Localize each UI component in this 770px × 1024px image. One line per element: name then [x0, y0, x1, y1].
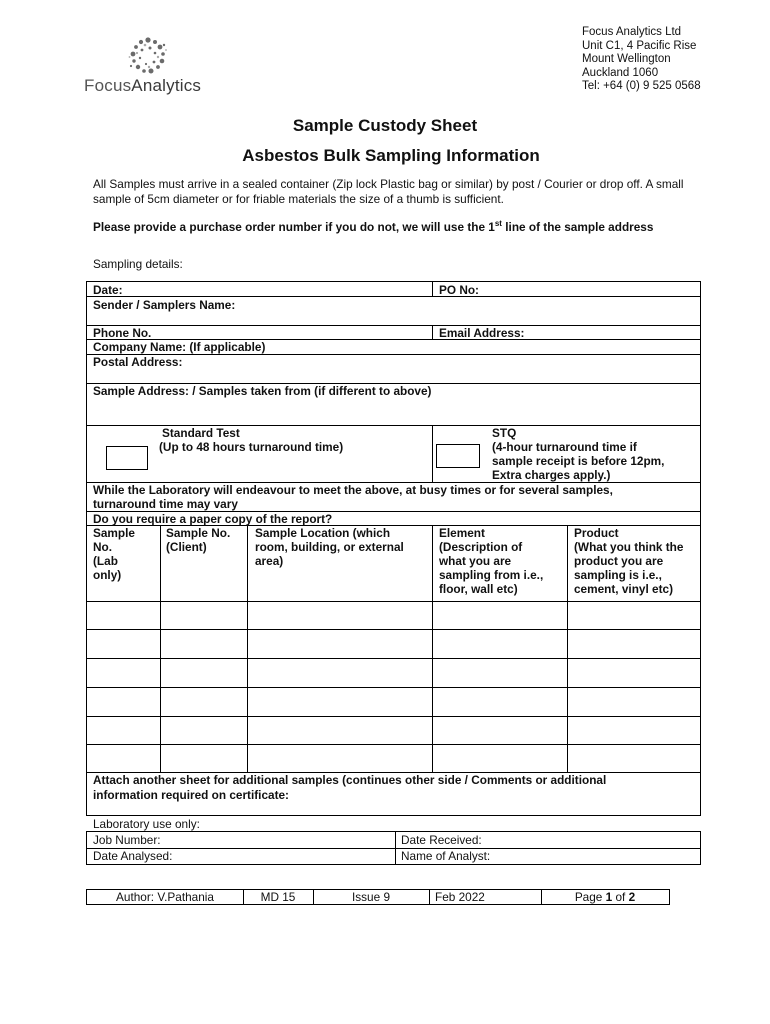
column-header-sample-lab: Sample No. (Lab only)	[93, 526, 135, 582]
footer-author: Author: V.Pathania	[116, 890, 214, 904]
email-field[interactable]: Email Address:	[439, 326, 525, 340]
sender-name-field[interactable]: Sender / Samplers Name:	[93, 298, 236, 312]
stq-checkbox[interactable]	[436, 444, 480, 468]
document-footer	[86, 889, 670, 905]
stq-note-line: Extra charges apply.)	[492, 468, 611, 482]
footer-doc-code: MD 15	[260, 890, 296, 904]
sample-address-field[interactable]: Sample Address: / Samples taken from (if different to above)	[93, 384, 432, 398]
company-name-field[interactable]: Company Name: (If applicable)	[93, 340, 266, 354]
company-logo-icon	[128, 36, 168, 76]
standard-test-label: Standard Test	[162, 426, 240, 440]
postal-address-field[interactable]: Postal Address:	[93, 355, 183, 369]
address-line: Focus Analytics Ltd	[582, 26, 682, 38]
company-logo-text: FocusAnalytics	[84, 76, 202, 95]
column-header-element: Element (Description of what you are sampling from i.e., floor, wall etc)	[439, 526, 544, 596]
attach-sheet-note: Attach another sheet for additional samples (continues other side / Comments or additional	[93, 773, 607, 787]
company-address	[582, 26, 701, 94]
sample-rows[interactable]	[87, 602, 700, 772]
job-number-field[interactable]: Job Number:	[93, 833, 161, 847]
stq-label: STQ	[492, 426, 517, 440]
column-header-sample-location: Sample Location (which room, building, or external area)	[255, 526, 404, 568]
paper-copy-question[interactable]: Do you require a paper copy of the report?	[93, 512, 333, 526]
column-header-sample-client: Sample No. (Client)	[166, 526, 231, 554]
endeavour-note: While the Laboratory will endeavour to meet the above, at busy times or for several samples,	[93, 483, 613, 497]
footer-page-number: Page 1 of 2	[574, 890, 636, 904]
standard-test-note: (Up to 48 hours turnaround time)	[159, 440, 344, 454]
sampling-form	[86, 281, 701, 816]
attach-sheet-note[interactable]: information required on certificate:	[93, 788, 289, 802]
sampling-details-label: Sampling details:	[93, 257, 183, 271]
footer-issue: Issue 9	[351, 890, 391, 904]
lab-use-label: Laboratory use only:	[93, 817, 200, 831]
lab-use-table	[86, 831, 701, 865]
date-analysed-field[interactable]: Date Analysed:	[93, 849, 173, 863]
footer-date: Feb 2022	[435, 890, 485, 904]
stq-note-line: (4-hour turnaround time if	[492, 440, 637, 454]
date-received-field[interactable]: Date Received:	[401, 833, 482, 847]
page-title: Sample Custody Sheet	[292, 116, 478, 135]
address-line: Auckland 1060	[582, 66, 659, 79]
intro-text: All Samples must arrive in a sealed container (Zip lock Plastic bag or similar) by post / Courier or drop off. A small sample of 5cm diameter or for friable materials the size of a thumb is sufficient.	[93, 177, 684, 206]
po-note: Please provide a purchase order number if you do not, we will use the 1st line of the sample address	[93, 219, 654, 234]
po-number-field[interactable]: PO No:	[439, 283, 479, 297]
analyst-name-field[interactable]: Name of Analyst:	[401, 849, 491, 863]
date-field[interactable]: Date:	[93, 283, 123, 297]
endeavour-note: turnaround time may vary	[93, 497, 238, 511]
phone-field[interactable]: Phone No.	[93, 326, 152, 340]
stq-note-line: sample receipt is before 12pm,	[492, 454, 665, 468]
address-line: Mount Wellington	[582, 53, 671, 66]
address-line: Unit C1, 4 Pacific Rise	[582, 39, 697, 52]
address-line: Tel: +64 (0) 9 525 0568	[582, 80, 701, 93]
page-subtitle: Asbestos Bulk Sampling Information	[242, 146, 540, 165]
standard-test-checkbox[interactable]	[106, 446, 148, 470]
column-header-product: Product (What you think the product you are sampling is i.e., cement, vinyl etc)	[574, 526, 684, 596]
